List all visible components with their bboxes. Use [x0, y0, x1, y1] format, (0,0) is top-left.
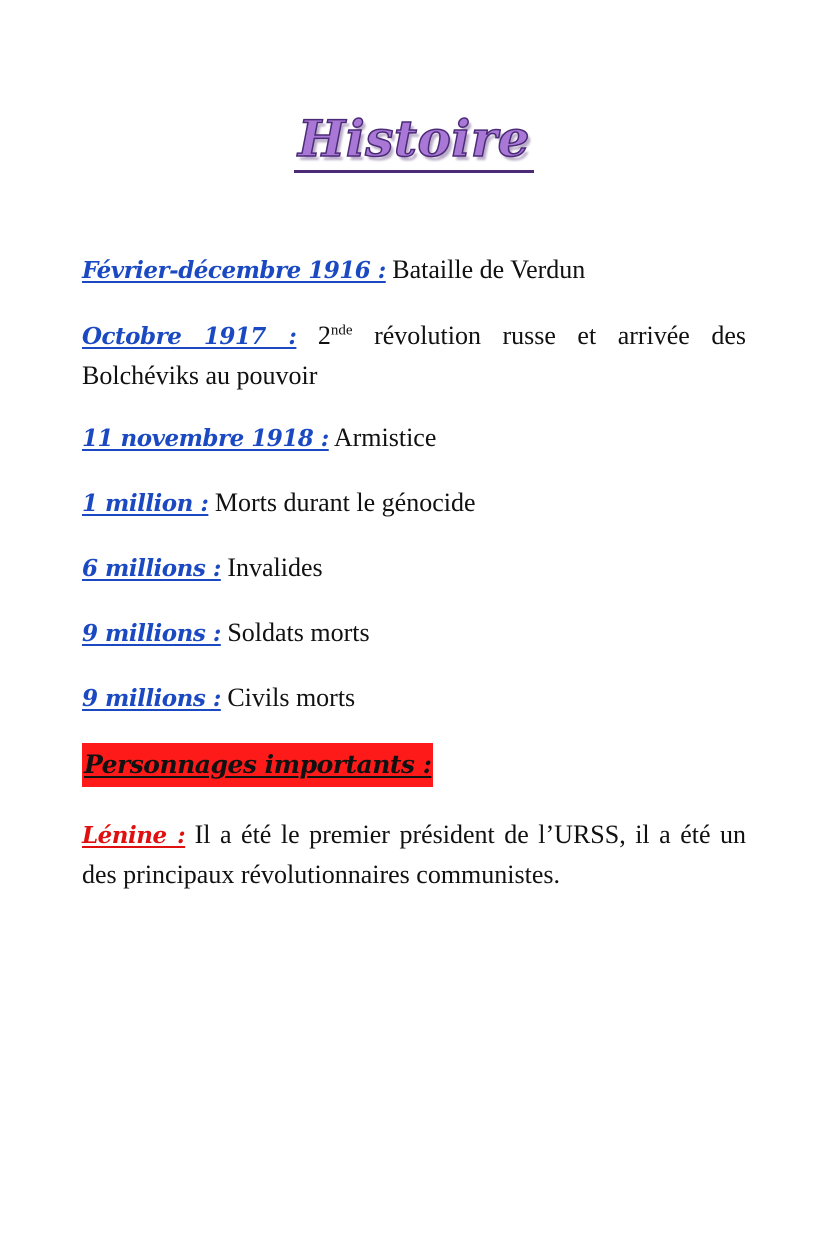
- entry-text: Bataille de Verdun: [392, 255, 586, 284]
- timeline-entry: [82, 678, 746, 718]
- timeline-entry: [82, 548, 746, 588]
- entry-term: 11 novembre 1918 :: [82, 425, 329, 452]
- person-entry: [82, 815, 746, 894]
- section-heading: Personnages importants :: [82, 743, 433, 787]
- entry-text: Civils morts: [227, 683, 356, 712]
- title-container: [0, 108, 828, 173]
- person-name: Lénine :: [82, 822, 186, 849]
- entry-text: Soldats morts: [227, 618, 370, 647]
- entry-term: 9 millions :: [82, 685, 221, 712]
- page-title: Histoire: [294, 108, 534, 173]
- entry-term: Février-décembre 1916 :: [82, 257, 386, 284]
- ordinal-number: 2: [317, 321, 331, 350]
- entry-text: Morts durant le génocide: [214, 488, 476, 517]
- ordinal-suffix: nde: [330, 322, 353, 339]
- entry-text: révolution russe et arrivée des Bolchéviks au pouvoir: [82, 321, 747, 390]
- entry-term: 6 millions :: [82, 555, 221, 582]
- timeline-entry: [82, 483, 746, 523]
- timeline-entry: [82, 316, 746, 395]
- entry-text: Armistice: [333, 423, 437, 452]
- entry-term: 9 millions :: [82, 620, 221, 647]
- entry-term: Octobre 1917 :: [82, 323, 297, 350]
- section-heading-container: [82, 743, 433, 787]
- entry-term: 1 million :: [82, 490, 209, 517]
- timeline-entry: [82, 250, 746, 290]
- timeline-entry: [82, 418, 746, 458]
- person-description: Il a été le premier président de l’URSS, il a été un des principaux révolutionnaires communistes.: [82, 820, 746, 889]
- entry-text: Invalides: [227, 553, 323, 582]
- timeline-entry: [82, 613, 746, 653]
